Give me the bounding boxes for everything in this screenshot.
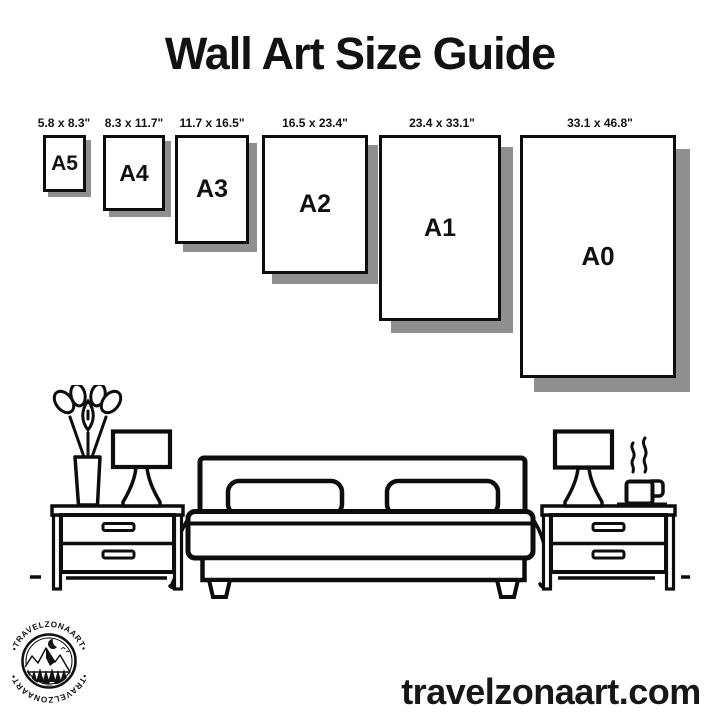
paper-size-a3 [175,135,249,244]
paper-size-a1 [379,135,501,321]
lamp-left-icon [113,432,170,507]
mattress [188,512,533,559]
bed-leg-left [209,580,230,597]
paper-name: A2 [299,190,331,218]
size-label-a4: 8.3 x 11.7" [104,116,164,130]
paper-size-a5 [43,135,86,192]
paper-size-a2 [262,135,368,274]
bed-icon [170,458,550,597]
steam [632,443,634,472]
lamp-stem [123,467,160,506]
lamp-shade [113,432,170,468]
stem [70,417,84,457]
vase [75,457,100,505]
paper-name: A4 [119,159,149,186]
paper-name: A3 [196,175,228,203]
bed-leg-right [497,580,518,597]
lamp-stem [565,468,602,506]
size-label-a3: 11.7 x 16.5" [179,116,245,130]
paper-name: A1 [424,213,456,242]
lamp-shade [555,432,612,468]
size-label-a5: 5.8 x 8.3" [37,116,91,130]
paper-name: A0 [581,241,615,271]
bedroom-illustration [0,385,720,610]
svg-text:•TRAVELZONAART•: •TRAVELZONAART• [8,672,90,705]
stem [92,417,106,457]
paper-size-a0 [520,135,676,378]
coffee-cup-icon [617,438,667,505]
page-title: Wall Art Size Guide [164,28,556,79]
paper-size-a4 [103,135,165,211]
cup-body [627,482,653,504]
size-label-a0: 33.1 x 46.8" [567,116,633,130]
steam [643,438,646,472]
size-label-a1: 23.4 x 33.1" [409,116,475,130]
website-url: travelzonaart.com [401,671,701,712]
bed-base [203,558,525,580]
paper-name: A5 [51,151,78,175]
brand-logo [2,608,96,710]
lamp-right-icon [555,432,612,507]
svg-text:•TRAVELZONAART•: •TRAVELZONAART• [9,619,89,652]
size-label-a2: 16.5 x 23.4" [282,116,348,130]
